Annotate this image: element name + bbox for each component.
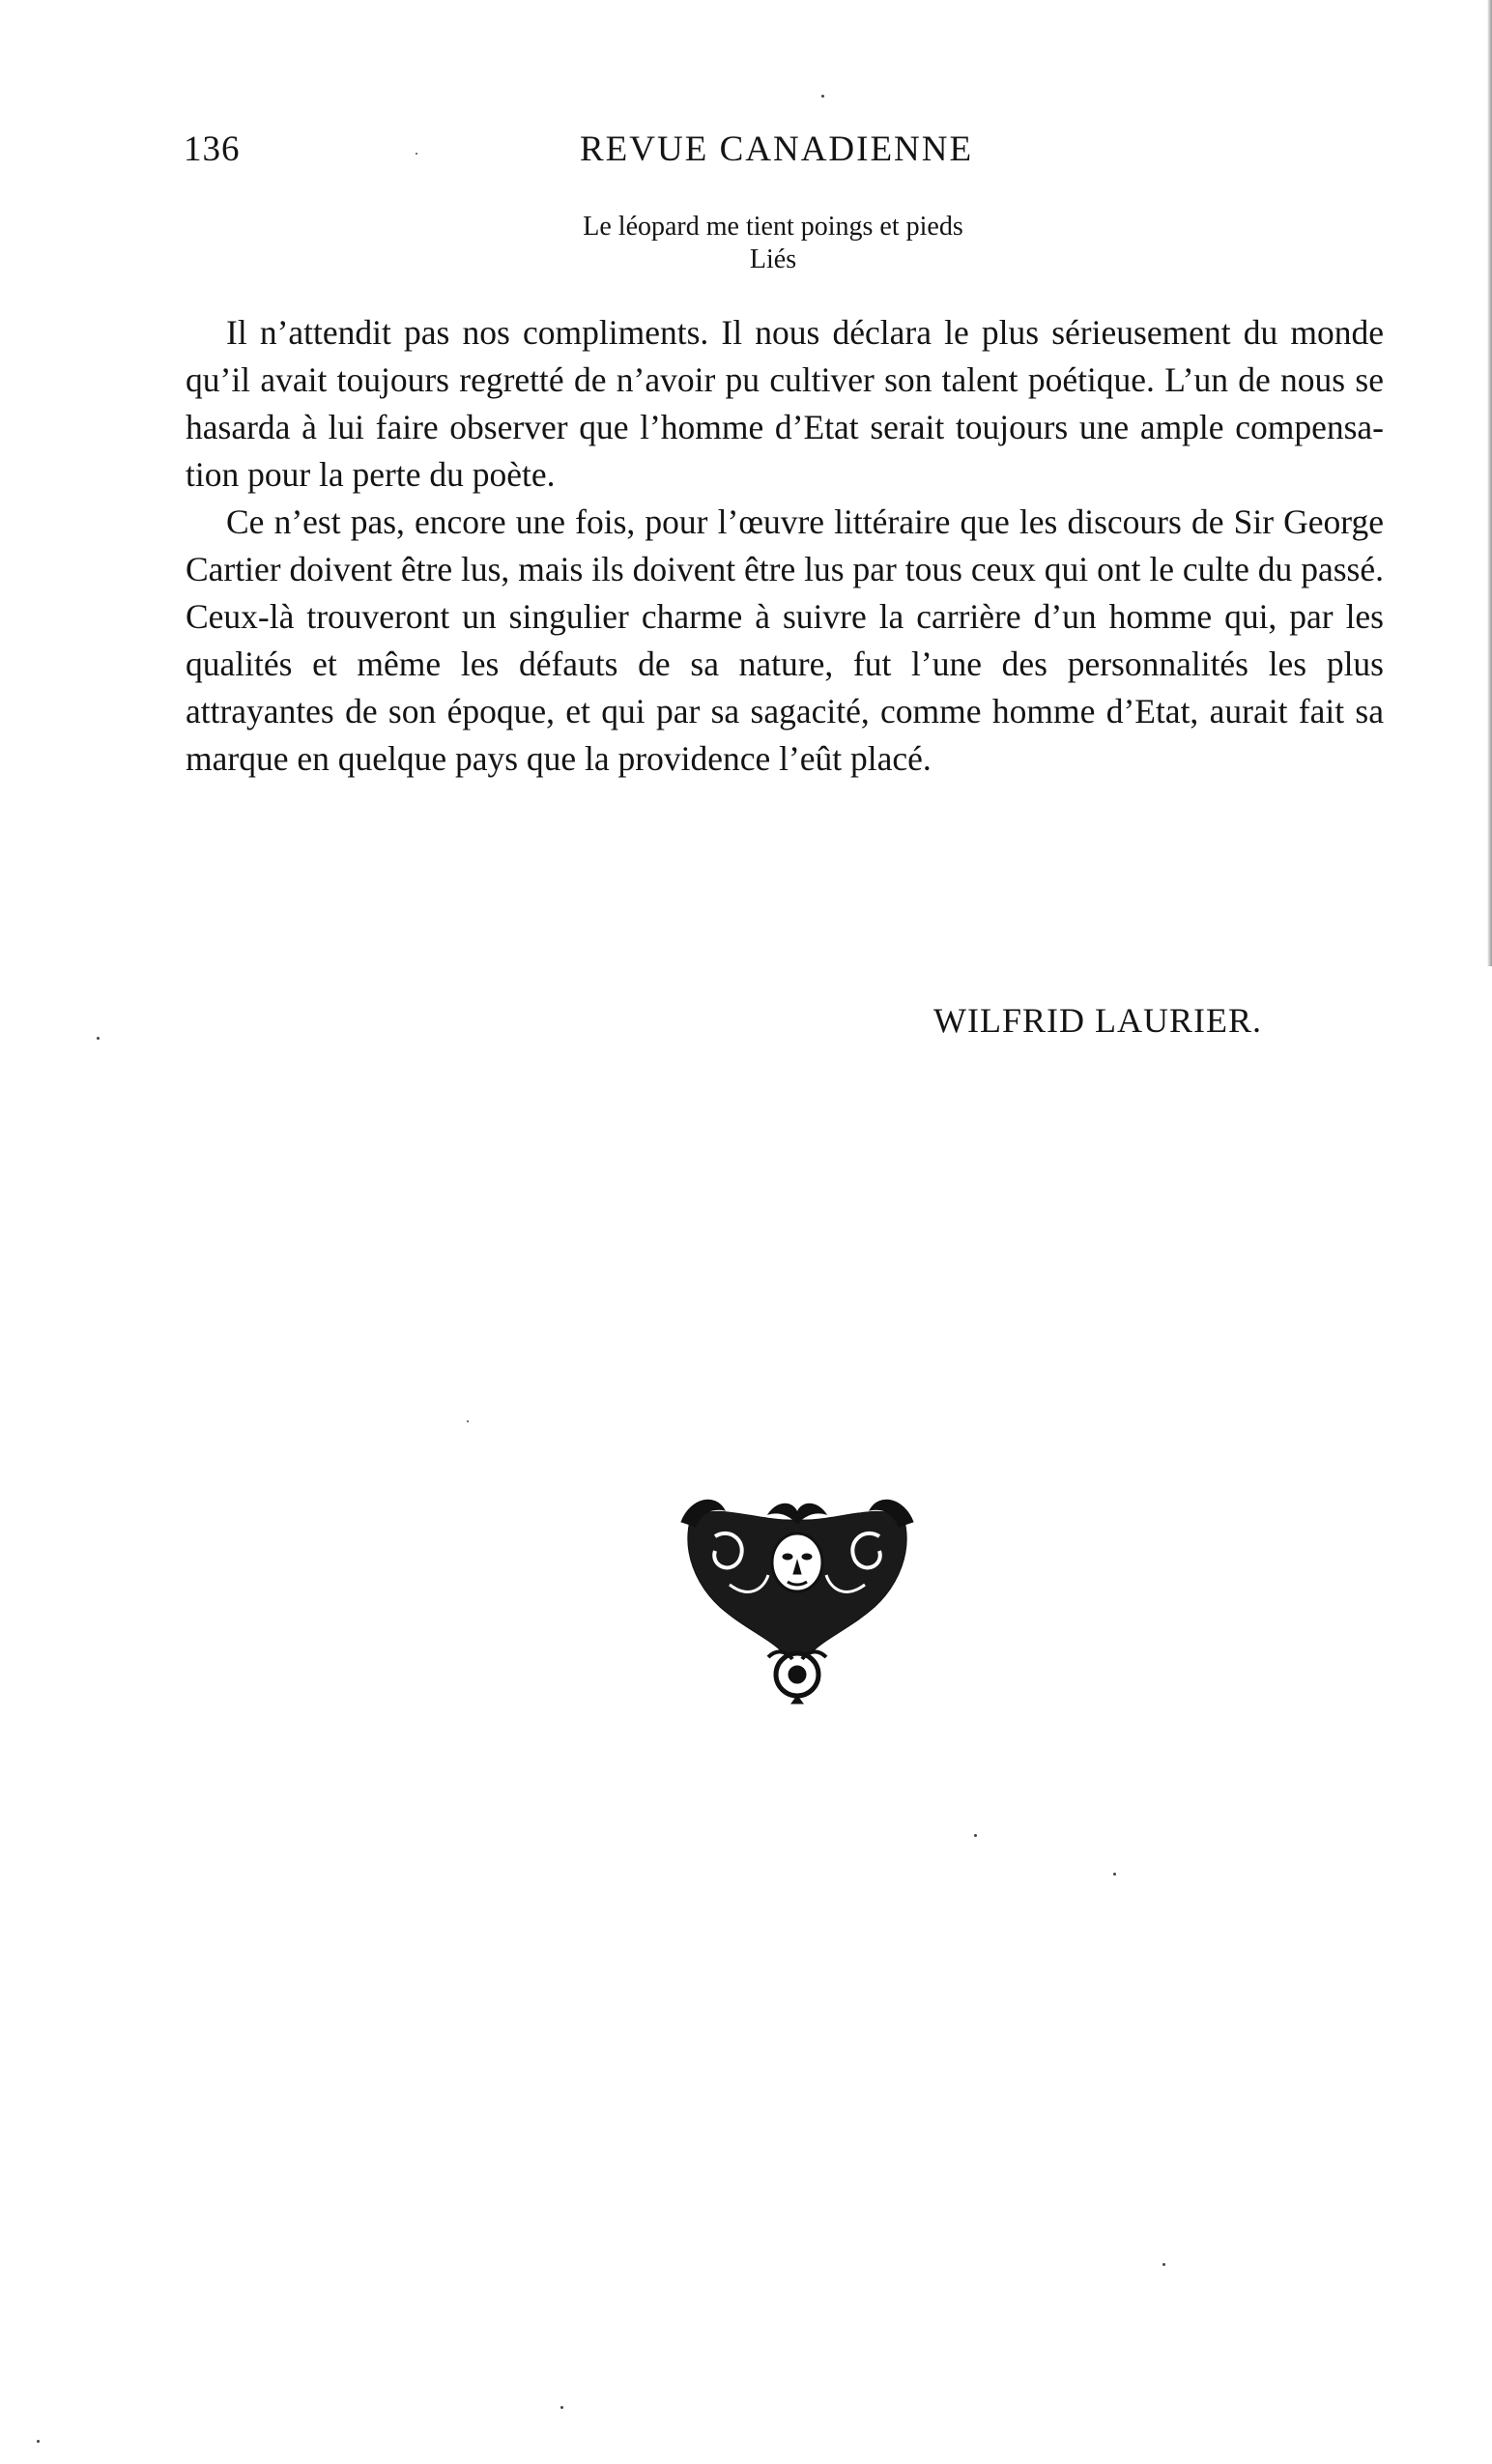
- epigraph-line-1: Le léopard me tient poings et pieds: [583, 212, 963, 242]
- page-number: 136: [184, 129, 241, 169]
- epigraph-line-2: Liés: [749, 244, 797, 274]
- paper-speck: [37, 2440, 40, 2443]
- paper-speck: [1162, 2263, 1165, 2266]
- foliate-mask-cul-de-lampe-icon: [672, 1493, 923, 1705]
- paper-speck: [821, 95, 824, 98]
- page-edge-shadow: [1487, 0, 1492, 966]
- paper-speck: [416, 153, 417, 155]
- paper-speck: [97, 1037, 100, 1040]
- paper-speck: [974, 1834, 977, 1837]
- signature: WILFRID LAURIER.: [933, 1001, 1262, 1040]
- paper-speck: [467, 1420, 469, 1422]
- paragraph-1: Il n’attendit pas nos compliments. Il nous déclara le plus sérieusement du monde qu’il avait toujours regretté de n’avoir pu cultiver son talent poétique. L’un de nous se hasarda à lui faire observer que l’homme d’Etat serait toujours une ample compensation pour la perte du poète.: [186, 313, 1384, 494]
- paper-speck: [1113, 1873, 1116, 1876]
- body-text: [186, 309, 1384, 783]
- running-title: REVUE CANADIENNE: [580, 129, 974, 169]
- paper-speck: [560, 2406, 563, 2409]
- running-header: [184, 129, 1374, 177]
- epigraph: [387, 211, 1160, 278]
- paragraph-2: Ce n’est pas, encore une fois, pour l’œuvre littéraire que les discours de Sir George Cartier doivent être lus, mais ils doivent être lus par tous ceux qui ont le culte du passé. Ceux-là trouveront un singulier charme à suivre la carrière d’un homme qui, par les qualités et même les défauts de sa nature, fut l’une des personnalités les plus attrayantes de son époque, et qui par sa sagacité, comme homme d’Etat, aurait fait sa marque en quelque pays que la providence l’eût placé.: [186, 502, 1384, 778]
